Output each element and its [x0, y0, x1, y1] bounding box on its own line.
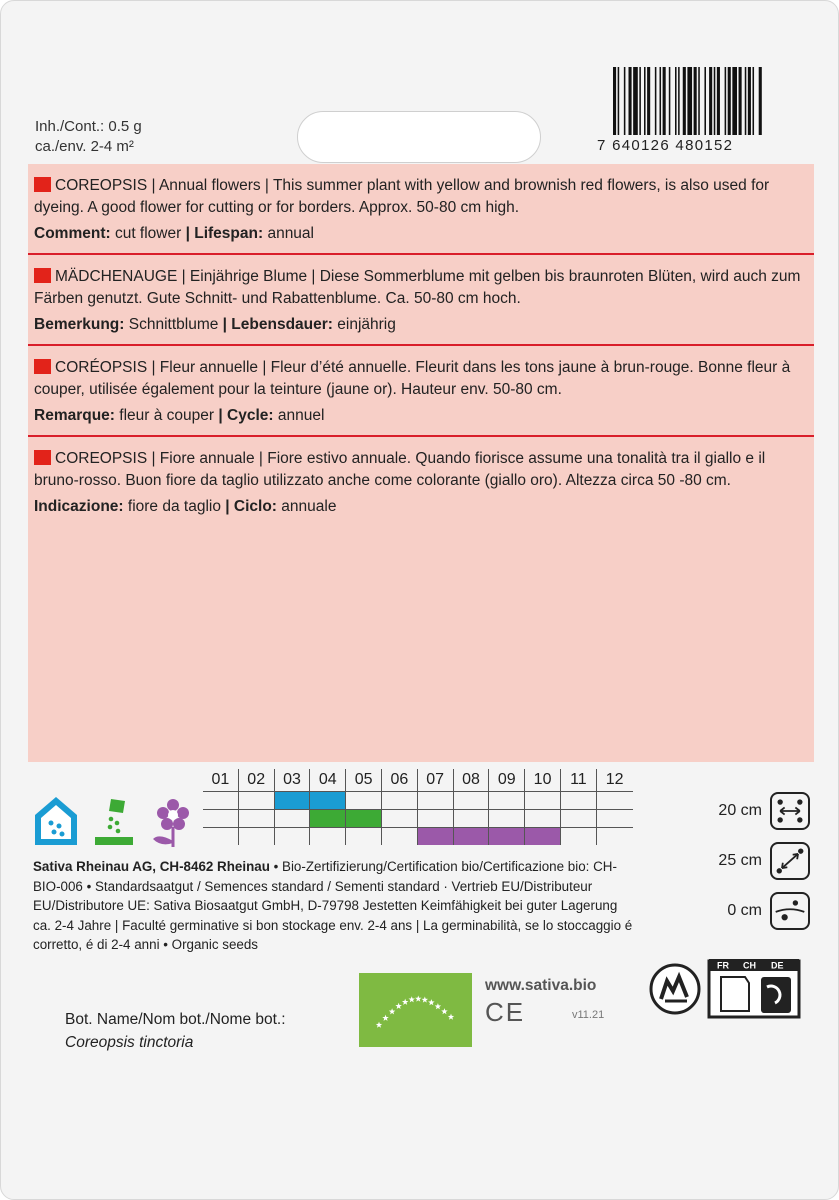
- barcode-bar: [732, 67, 737, 135]
- barcode-bar: [633, 67, 638, 135]
- calendar-rows: [203, 791, 633, 845]
- recycling-icons: [647, 955, 815, 1023]
- meta-separator: |: [218, 407, 223, 424]
- calendar-cell: [203, 810, 239, 827]
- description-text: MÄDCHENAUGE | Einjährige Blume | Diese Sommerblume mit gelben bis braunroten Blüten, wird auch zum Färben genutzt. Gute Schnitt- und Rabattenblume. Ca. 50-80 cm hoch.: [34, 268, 801, 307]
- company-info: [33, 857, 633, 955]
- barcode-bar: [698, 67, 700, 135]
- month-label: 04: [310, 769, 346, 791]
- calendar-cell: [239, 792, 275, 809]
- calendar-cell: [346, 828, 382, 845]
- calendar-cell: [346, 792, 382, 809]
- lifespan-value: einjährig: [332, 316, 396, 333]
- barcode-bar: [759, 67, 762, 135]
- comment-value: fleur à couper: [114, 407, 219, 424]
- meta-separator: |: [222, 316, 227, 333]
- calendar-cell: [382, 810, 418, 827]
- plant-spacing: [650, 839, 810, 883]
- barcode-bar: [624, 67, 626, 135]
- barcode-bar: [709, 67, 712, 135]
- barcode-bar: [725, 67, 727, 135]
- description-italian: [28, 437, 814, 526]
- red-square-icon: [34, 450, 51, 465]
- calendar-cell: [489, 828, 525, 845]
- comment-label: Remarque:: [34, 407, 115, 424]
- calendar-cell: [418, 810, 454, 827]
- calendar-cell: [310, 810, 346, 827]
- meta-separator: |: [185, 225, 190, 242]
- calendar-cell: [454, 828, 490, 845]
- row-spacing: [650, 789, 810, 833]
- row-spacing-icon: [770, 792, 810, 830]
- barcode-bar: [717, 67, 720, 135]
- barcode-bar: [655, 67, 657, 135]
- barcode-bar: [694, 67, 697, 135]
- barcode-bar: [748, 67, 751, 135]
- svg-text:DE: DE: [771, 960, 784, 971]
- description-french: [28, 346, 814, 437]
- lifespan-label: Lifespan:: [189, 225, 264, 242]
- description-text: CORÉOPSIS | Fleur annuelle | Fleur d’été annuelle. Fleurit dans les tons jaune à brun-rouge. Bonne fleur à couper, utilisée également pour la teinture (jaune or). Hauteur env. 50-80 cm.: [34, 359, 791, 398]
- calendar-cell: [310, 828, 346, 845]
- barcode-bar: [714, 67, 716, 135]
- lifespan-value: annuel: [273, 407, 325, 424]
- company-name: Sativa Rheinau AG, CH-8462 Rheinau: [33, 859, 270, 874]
- barcode-bars: [613, 67, 797, 137]
- comment-value: cut flower: [110, 225, 186, 242]
- calendar-cell: [418, 828, 454, 845]
- barcode-bar: [669, 67, 671, 135]
- barcode-bar: [739, 67, 742, 135]
- calendar-cell: [597, 810, 633, 827]
- botanical-name: [65, 1008, 286, 1054]
- outdoor-sowing-icon: [89, 793, 139, 849]
- barcode-bar: [728, 67, 731, 135]
- spacing-info: [650, 789, 810, 939]
- calendar-cell: [561, 810, 597, 827]
- month-label: 08: [454, 769, 490, 791]
- barcode-bar: [745, 67, 747, 135]
- calendar-cell: [489, 792, 525, 809]
- calendar-cell: [203, 828, 239, 845]
- comment-label: Indicazione:: [34, 498, 124, 515]
- calendar-cell: [597, 792, 633, 809]
- calendar-cell: [310, 792, 346, 809]
- comment-value: Schnittblume: [124, 316, 223, 333]
- description-panel: [28, 164, 814, 762]
- barcode-bar: [639, 67, 641, 135]
- meta-separator: |: [225, 498, 230, 515]
- month-label: 12: [605, 771, 624, 788]
- barcode-bar: [644, 67, 646, 135]
- lifespan-label: Cycle:: [222, 407, 274, 424]
- calendar-cell: [382, 792, 418, 809]
- greenhouse-sowing-icon: [31, 793, 81, 849]
- calendar-cell: [525, 828, 561, 845]
- barcode-bar: [687, 67, 692, 135]
- svg-text:CH: CH: [743, 960, 756, 971]
- calendar-cell: [346, 810, 382, 827]
- barcode-bar: [618, 67, 620, 135]
- flowering-icon: [147, 793, 197, 849]
- month-label: 03: [275, 769, 311, 791]
- barcode-bar: [663, 67, 666, 135]
- calendar-months: [203, 769, 633, 791]
- calendar-cell: [275, 828, 311, 845]
- lifespan-label: Lebensdauer:: [227, 316, 333, 333]
- month-label: 02: [239, 769, 275, 791]
- month-label: 05: [346, 769, 382, 791]
- red-square-icon: [34, 268, 51, 283]
- month-label: 09: [489, 769, 525, 791]
- calendar-cell: [275, 792, 311, 809]
- calendar-cell: [454, 792, 490, 809]
- plant-spacing-icon: [770, 842, 810, 880]
- contents-area: ca./env. 2-4 m²: [35, 138, 134, 155]
- contents-weight: Inh./Cont.: 0.5 g: [35, 118, 142, 135]
- company-details: • Bio-Zertifizierung/Certification bio/Certificazione bio: CH-BIO-006 • Standardsaatgut / Semences standard / Sementi standard · Vertrieb EU/Distributeur EU/Distributore UE: Sativa Biosaatgut GmbH, D-79798 Jestetten Keimfähigkeit bei guter Lagerung ca. 2-4 Jahre | Faculté germinative si bon stockage env. 2-4 ans | La germinabilità, se lo stoccaggio é corretto, é di 2-4 anni • Organic seeds: [33, 859, 633, 952]
- barcode-bar: [647, 67, 650, 135]
- calendar-cell: [239, 810, 275, 827]
- description-text: COREOPSIS | Fiore annuale | Fiore estivo annuale. Quando fiorisce assume una tonalità tra il giallo e il bruno-rosso. Buon fiore da taglio utilizzato anche come colorante (giallo oro). Altezza circa 50 -80 cm.: [34, 450, 766, 489]
- calendar-cell: [489, 810, 525, 827]
- calendar-cell: [597, 828, 633, 845]
- month-label: 06: [382, 769, 418, 791]
- lifespan-value: annual: [263, 225, 314, 242]
- botanical-value: Coreopsis tinctoria: [65, 1034, 194, 1051]
- barcode-bar: [704, 67, 706, 135]
- comment-value: fiore da taglio: [123, 498, 226, 515]
- version-label: v11.21: [572, 1009, 605, 1021]
- calendar-row-sowing-indoors: [203, 791, 633, 809]
- calendar-cell: [561, 792, 597, 809]
- calendar-cell: [418, 792, 454, 809]
- calendar-cell: [382, 828, 418, 845]
- description-text: COREOPSIS | Annual flowers | This summer plant with yellow and brownish red flowers, is also used for dyeing. A good flower for cutting or for borders. Approx. 50-80 cm high.: [34, 177, 770, 216]
- sowing-calendar: [203, 769, 633, 845]
- barcode-bar: [660, 67, 662, 135]
- botanical-label: Bot. Name/Nom bot./Nome bot.:: [65, 1011, 286, 1028]
- calendar-cell: [525, 792, 561, 809]
- calendar-cell: [239, 828, 275, 845]
- month-label: 10: [525, 769, 561, 791]
- barcode-bar: [753, 67, 755, 135]
- hang-hole: [297, 111, 541, 163]
- sowing-depth: [650, 889, 810, 933]
- barcode-bar: [613, 67, 616, 135]
- month-label: 07: [418, 769, 454, 791]
- barcode-bar: [678, 67, 680, 135]
- barcode-number: 7 640126 480152: [597, 137, 734, 154]
- month-label: 01: [203, 769, 239, 791]
- website-url: www.sativa.bio: [485, 977, 597, 994]
- red-square-icon: [34, 359, 51, 374]
- comment-label: Bemerkung:: [34, 316, 125, 333]
- triman-icon: [651, 965, 699, 1013]
- sowing-depth-value: 0 cm: [727, 902, 762, 919]
- eu-organic-logo: [359, 973, 472, 1047]
- svg-text:FR: FR: [717, 960, 729, 971]
- barcode-bar: [629, 67, 632, 135]
- barcode-bar: [675, 67, 677, 135]
- calendar-cell: [203, 792, 239, 809]
- envelope-icon: [709, 959, 799, 1017]
- lifespan-value: annuale: [276, 498, 337, 515]
- ce-mark: CE: [485, 997, 526, 1027]
- month-label: 11: [561, 769, 597, 791]
- barcode: [597, 67, 797, 157]
- calendar-cell: [525, 810, 561, 827]
- row-spacing-value: 20 cm: [718, 802, 762, 819]
- calendar-row-planting-out: [203, 809, 633, 827]
- comment-label: Comment:: [34, 225, 111, 242]
- calendar-row-flowering: [203, 827, 633, 845]
- plant-spacing-value: 25 cm: [718, 852, 762, 869]
- lifespan-label: Ciclo:: [229, 498, 277, 515]
- calendar-cell: [561, 828, 597, 845]
- calendar-cell: [275, 810, 311, 827]
- sowing-depth-icon: [770, 892, 810, 930]
- description-german: [28, 255, 814, 346]
- contents-info: [35, 117, 142, 157]
- red-square-icon: [34, 177, 51, 192]
- calendar-cell: [454, 810, 490, 827]
- description-english: [28, 164, 814, 255]
- barcode-bar: [683, 67, 686, 135]
- activity-icons: [31, 793, 197, 849]
